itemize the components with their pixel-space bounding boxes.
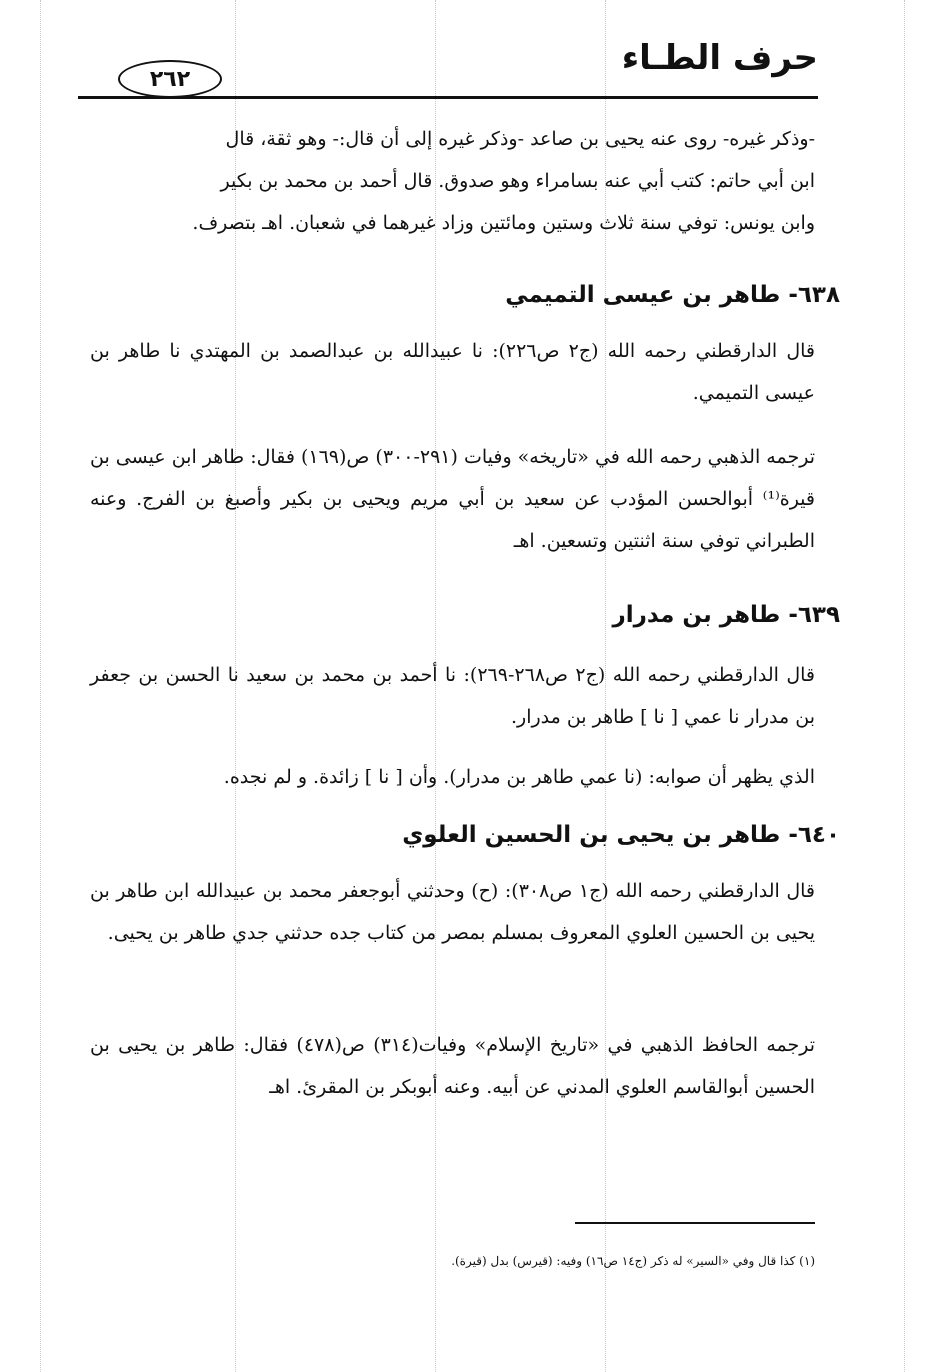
entry-number: ٦٤٠- xyxy=(788,822,840,848)
intro-line: -وذكر غيره- روى عنه يحيى بن صاعد -وذكر غيره إلى أن قال:- وهو ثقة، قال xyxy=(225,128,815,150)
margin-guide xyxy=(40,0,41,1372)
entry-name: طاهر بن مدرار xyxy=(612,602,781,628)
paragraph-text: ترجمه الحافظ الذهبي في «تاريخ الإسلام» وفيات(٣١٤) ص(٤٧٨) فقال: طاهر بن يحيى بن الحسين أبوالقاسم العلوي المدني عن أبيه. وعنه أبوبكر بن المقرئ. اهـ xyxy=(90,1034,816,1098)
chapter-title: حرف الطـاء xyxy=(621,38,818,78)
entry-heading xyxy=(150,822,840,848)
entry-heading xyxy=(150,282,840,308)
entry-name: طاهر بن يحيى بن الحسين العلوي xyxy=(402,822,781,848)
entry-paragraph xyxy=(90,756,815,798)
entry-paragraph xyxy=(90,436,815,562)
entry-paragraph xyxy=(90,1024,815,1108)
paragraph-text: قال الدارقطني رحمه الله (ج٢ ص٢٦٨-٢٦٩): نا أحمد بن محمد بن سعيد نا الحسن بن جعفر بن مدرار نا عمي [ نا ] طاهر بن مدرار. xyxy=(90,664,815,728)
margin-guide xyxy=(904,0,905,1372)
entry-paragraph xyxy=(90,870,815,954)
entry-paragraph xyxy=(90,330,815,414)
entry-paragraph xyxy=(90,654,815,738)
footnote: (١) كذا قال وفي «السير» له ذكر (ج١٤ ص١٦) وفيه: (قيرس) بدل (قيرة). xyxy=(451,1254,815,1268)
intro-line: وابن يونس: توفي سنة ثلاث وستين ومائتين وزاد غيرهما في شعبان. اهـ بتصرف. xyxy=(192,212,815,234)
page-header xyxy=(78,38,818,98)
page-number: ٢٦٢ xyxy=(118,60,222,98)
paragraph-text: ترجمه الذهبي رحمه الله في «تاريخه» وفيات (٢٩١-٣٠٠) ص(١٦٩) فقال: طاهر ابن عيسى بن قيرة⁽¹⁾ أبوالحسن المؤدب عن سعيد بن أبي مريم ويحيى بن بكير وأصبغ بن الفرج. وعنه الطبراني توفي سنة اثنتين وتسعين. اهـ xyxy=(90,446,815,552)
paragraph-text: الذي يظهر أن صوابه: (نا عمي طاهر بن مدرار). وأن [ نا ] زائدة. و لم نجده. xyxy=(223,766,815,788)
intro-line: ابن أبي حاتم: كتب أبي عنه بسامراء وهو صدوق. قال أحمد بن محمد بن بكير xyxy=(220,170,815,192)
entry-number: ٦٣٩- xyxy=(788,602,840,628)
entry-heading xyxy=(150,602,840,628)
entry-number: ٦٣٨- xyxy=(788,282,840,308)
intro-continuation xyxy=(90,118,815,244)
footnote-divider xyxy=(575,1222,815,1224)
entry-name: طاهر بن عيسى التميمي xyxy=(505,282,781,308)
header-divider xyxy=(78,96,818,99)
paragraph-text: قال الدارقطني رحمه الله (ج٢ ص٢٢٦): نا عبيدالله بن عبدالصمد بن المهتدي نا طاهر بن عيسى التميمي. xyxy=(90,340,815,404)
paragraph-text: قال الدارقطني رحمه الله (ج١ ص٣٠٨): (ح) وحدثني أبوجعفر محمد بن عبيدالله ابن طاهر بن يحيى بن الحسين العلوي المعروف بمسلم بمصر من كتاب جده حدثني جدي طاهر بن يحيى. xyxy=(90,880,815,944)
